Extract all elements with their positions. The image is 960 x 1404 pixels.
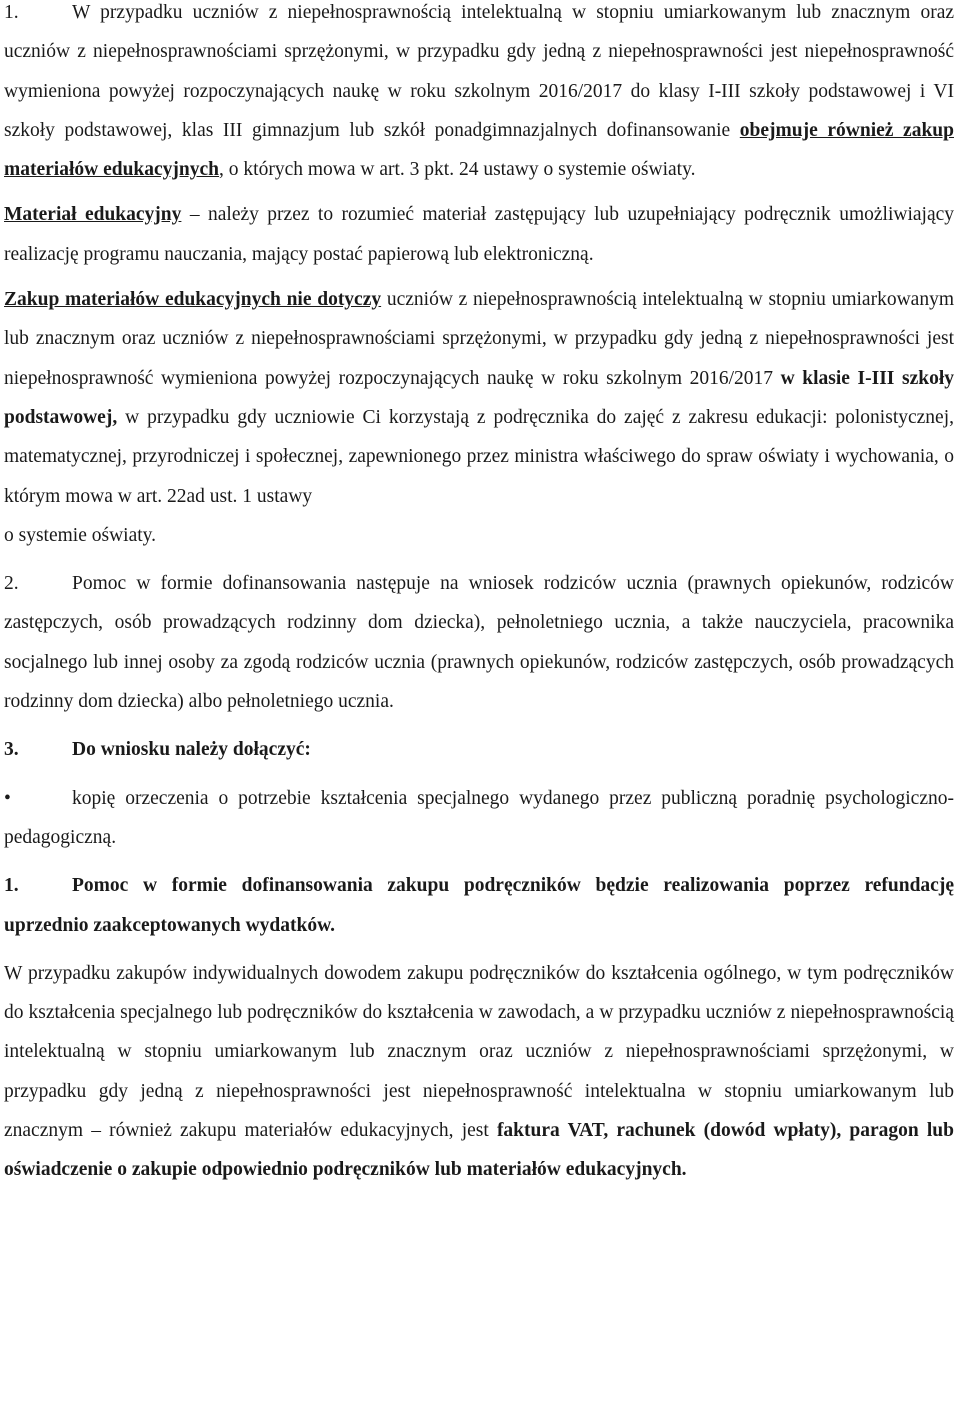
paragraph-text: uczniów z niepełnosprawnością intelektualną w stopniu umiarkowanym lub znacznym oraz uczniów z niepełnosprawnościami sprzężonymi, w przypadku gdy jedną z niepełnosprawności jest niepełnosprawność wymieniona powyżej rozpoczynających naukę w roku szkolnym 2016/2017 <box>4 289 954 389</box>
paragraph-text: kopię orzeczenia o potrzebie kształcenia specjalnego wydanego przez publiczną poradnię psychologiczno-pedagogiczną. <box>4 787 954 848</box>
paragraph-text: – należy przez to rozumieć materiał zastępujący lub uzupełniający podręcznik umożliwiający realizację programu nauczania, mający postać papierową lub elektroniczną. <box>4 204 954 265</box>
paragraph-1 <box>4 0 954 189</box>
paragraph-text: W przypadku zakupów indywidualnych dowodem zakupu podręczników do kształcenia ogólnego, w tym podręczników do kształcenia specjalnego lub podręczników do kształcenia w zawodach, a w przypadku uczniów z niepełnosprawnością intelektualną w stopniu umiarkowanym lub znacznym oraz uczniów z niepełnosprawnościami sprzężonymi, w przypadku gdy jedną z niepełnosprawności jest niepełnosprawność intelektualna w stopniu umiarkowanym lub znacznym – również zakupu materiałów edukacyjnych, jest <box>4 962 954 1142</box>
paragraph-definition <box>4 195 954 274</box>
paragraph-exclusion <box>4 280 954 516</box>
paragraph-continuation <box>4 516 954 555</box>
paragraph-2 <box>4 564 954 721</box>
underlined-bold-text: obejmuje również zakup materiałów edukacyjnych <box>4 119 954 181</box>
underlined-bold-text: Zakup materiałów edukacyjnych nie dotyczy <box>4 289 382 311</box>
bold-text: Do wniosku należy dołączyć: <box>72 739 311 761</box>
item-number: 2. <box>4 573 19 595</box>
bold-text: Pomoc w formie dofinansowania zakupu podręczników będzie realizowania poprzez refundację uprzednio zaakceptowanych wydatków. <box>4 875 954 936</box>
bold-text: faktura VAT, rachunek (dowód wpłaty), paragon lub oświadczenie o zakupie odpowiednio podręczników lub materiałów edukacyjnych. <box>4 1120 954 1181</box>
paragraph-refund <box>4 866 954 945</box>
paragraph-text: W przypadku uczniów z niepełnosprawnością intelektualną w stopniu umiarkowanym lub znacznym oraz uczniów z niepełnosprawnościami sprzężonymi, w przypadku gdy jedną z niepełnosprawności jest niepełnosprawność wymieniona powyżej rozpoczynających naukę w roku szkolnym 2016/2017 do klasy I-III szkoły podstawowej i VI szkoły podstawowej, klas III gimnazjum lub szkół ponadgimnazjalnych dofinansowanie <box>4 2 954 141</box>
paragraph-proof <box>4 954 954 1190</box>
bold-text: w klasie I-III szkoły podstawowej, <box>4 367 954 428</box>
bullet-item <box>4 779 954 858</box>
document-page <box>4 0 954 1190</box>
item-number: 1. <box>4 2 19 23</box>
paragraph-text: w przypadku gdy uczniowie Ci korzystają z podręcznika do zajęć z zakresu edukacji: polonistycznej, matematycznej, przyrodniczej i społecznej, zapewnionego przez ministra właściwego do spraw oświaty i wychowania, o którym mowa w art. 22ad ust. 1 ustawy <box>4 406 954 507</box>
paragraph-3 <box>4 730 954 769</box>
underlined-bold-text: Materiał edukacyjny <box>4 204 182 226</box>
bullet-icon: • <box>4 787 11 809</box>
paragraph-text: , o których mowa w art. 3 pkt. 24 ustawy o systemie oświaty. <box>219 159 696 181</box>
item-number: 1. <box>4 875 19 897</box>
item-number: 3. <box>4 739 19 761</box>
paragraph-text: Pomoc w formie dofinansowania następuje na wniosek rodziców ucznia (prawnych opiekunów, rodziców zastępczych, osób prowadzących rodzinny dom dziecka), pełnoletniego ucznia, a także nauczyciela, pracownika socjalnego lub innej osoby za zgodą rodziców ucznia (prawnych opiekunów, rodziców zastępczych, osób prowadzących rodzinny dom dziecka) albo pełnoletniego ucznia. <box>4 573 954 713</box>
paragraph-text: o systemie oświaty. <box>4 524 157 546</box>
